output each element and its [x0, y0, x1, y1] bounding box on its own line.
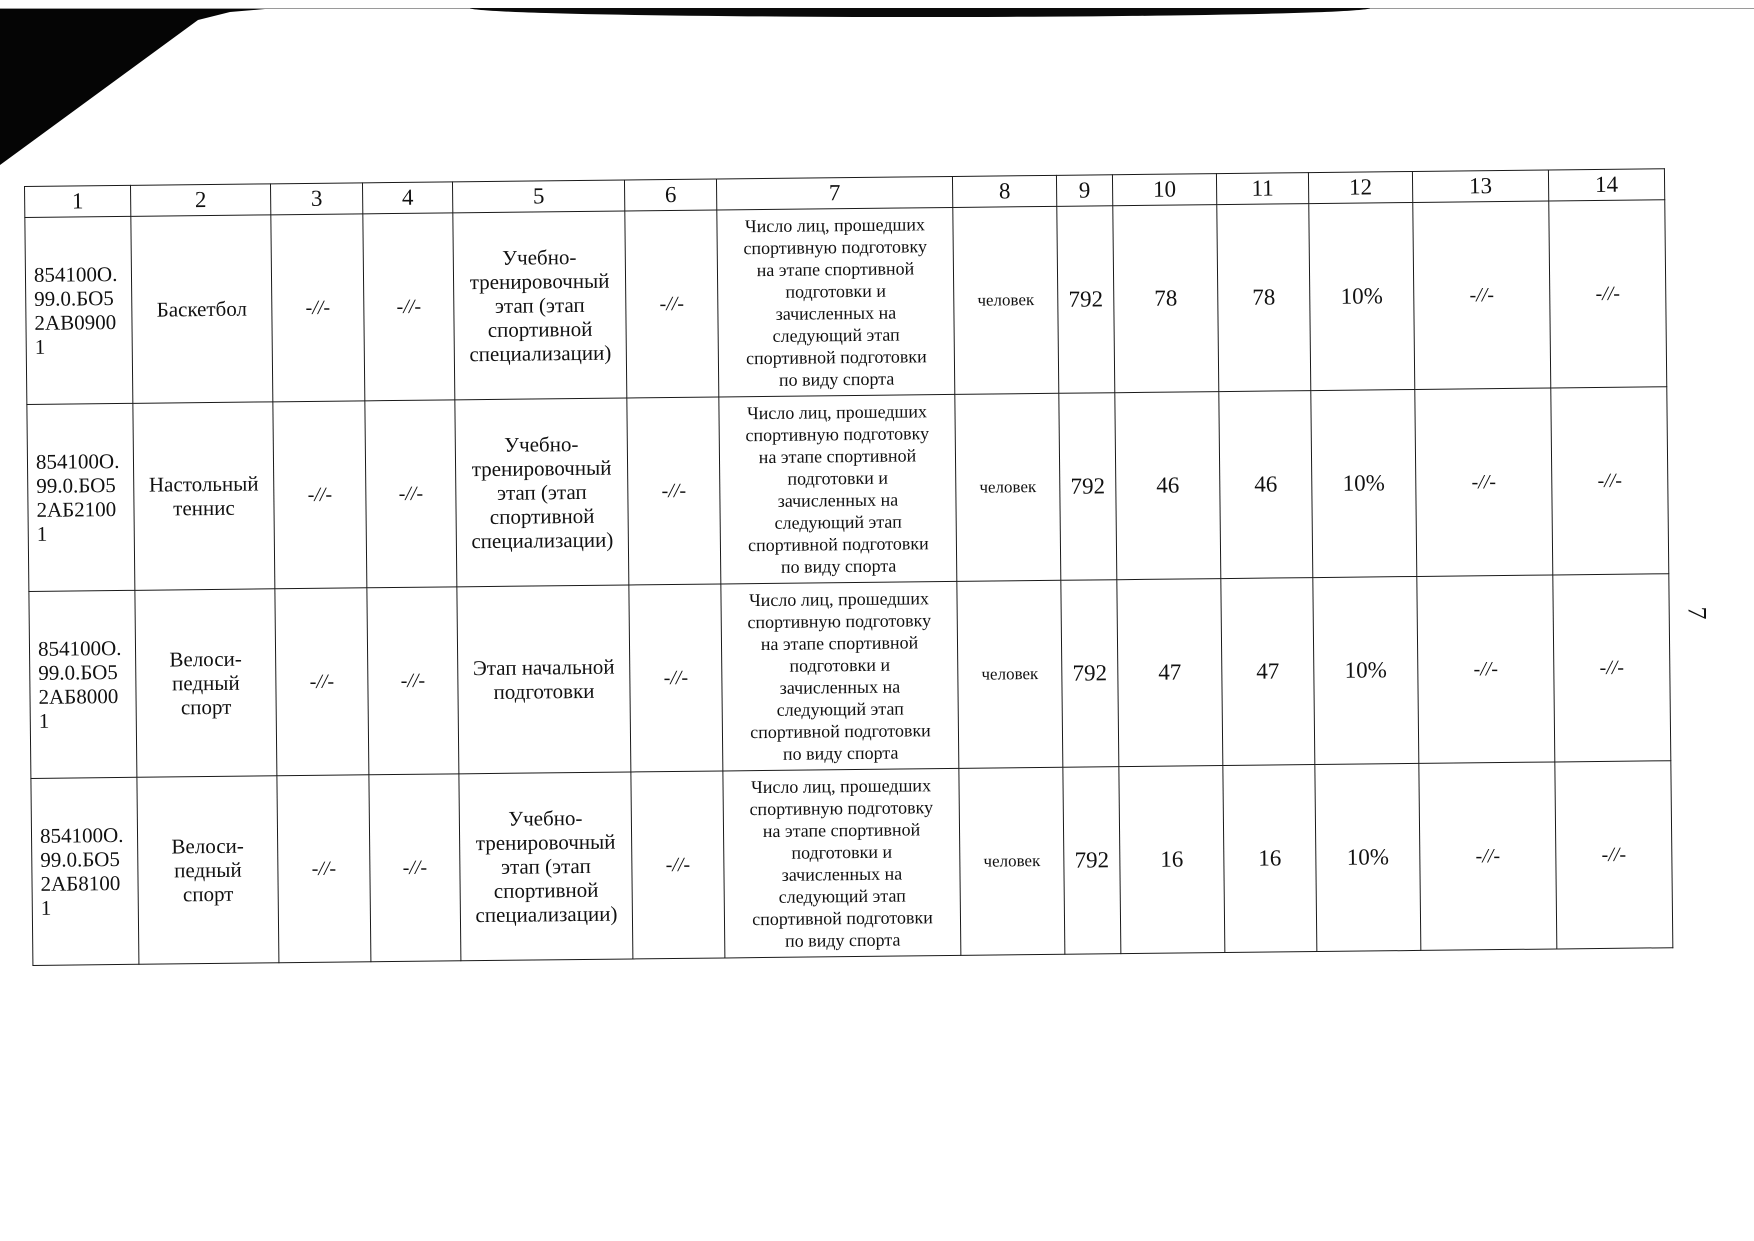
unit-cell: человек [955, 393, 1061, 581]
ditto-cell: -//- [277, 775, 371, 963]
sport-name-cell: Баскетбол [131, 215, 273, 404]
ditto-cell: -//- [367, 587, 459, 775]
stage-cell: Учебно- тренировочный этап (этап спортивной специализации) [453, 211, 627, 400]
okei-code-cell: 792 [1063, 767, 1121, 955]
ditto-cell: -//- [1553, 574, 1671, 762]
header-col-5: 5 [452, 180, 624, 213]
ditto-cell: -//- [365, 400, 457, 588]
header-col-2: 2 [130, 184, 270, 217]
ditto-cell: -//- [1417, 575, 1555, 763]
ditto-cell: -//- [275, 588, 369, 776]
stage-cell: Учебно- тренировочный этап (этап спортивной специализации) [455, 398, 629, 587]
okei-code-cell: 792 [1061, 580, 1119, 768]
sport-name-cell: Велоси- педный спорт [137, 776, 279, 965]
registry-code-cell: 854100О. 99.0.БО5 2АБ8100 1 [31, 777, 139, 965]
header-col-10: 10 [1112, 174, 1216, 206]
indicator-cell: Число лиц, прошедших спортивную подготовку на этапе спортивной подготовки и зачисленных на следующий этап спортивной подготовки по виду спорта [721, 581, 959, 771]
deviation-cell: 10% [1313, 576, 1419, 764]
value-cell-11: 78 [1217, 204, 1311, 392]
deviation-cell: 10% [1309, 202, 1415, 390]
value-cell-10: 78 [1113, 205, 1219, 393]
header-col-8: 8 [952, 175, 1056, 207]
okei-code-cell: 792 [1057, 206, 1115, 394]
ditto-cell: -//- [627, 397, 721, 585]
ditto-cell: -//- [1419, 762, 1557, 950]
header-col-1: 1 [25, 185, 131, 217]
ditto-cell: -//- [1555, 761, 1673, 949]
sport-name-cell: Настольный теннис [133, 402, 275, 591]
registry-code-cell: 854100О. 99.0.БО5 2АВ0900 1 [25, 216, 133, 404]
sport-name-cell: Велоси- педный спорт [135, 589, 277, 778]
value-cell-11: 46 [1219, 391, 1313, 579]
value-cell-10: 46 [1115, 392, 1221, 580]
table-row [25, 200, 1667, 405]
indicator-cell: Число лиц, прошедших спортивную подготовку на этапе спортивной подготовки и зачисленных на следующий этап спортивной подготовки по виду спорта [723, 768, 961, 958]
header-col-11: 11 [1216, 173, 1308, 205]
header-col-3: 3 [270, 183, 362, 215]
header-col-14: 14 [1548, 169, 1664, 201]
header-col-4: 4 [362, 182, 452, 214]
ditto-cell: -//- [625, 210, 719, 398]
ditto-cell: -//- [1551, 387, 1669, 575]
ditto-cell: -//- [1415, 388, 1553, 576]
document-table-container [24, 168, 1673, 966]
header-col-7: 7 [716, 176, 952, 210]
header-col-12: 12 [1308, 171, 1412, 203]
ditto-cell: -//- [629, 584, 723, 772]
deviation-cell: 10% [1315, 763, 1421, 951]
indicator-cell: Число лиц, прошедших спортивную подготовку на этапе спортивной подготовки и зачисленных на следующий этап спортивной подготовки по виду спорта [717, 207, 955, 397]
ditto-cell: -//- [273, 401, 367, 589]
scan-shadow [470, 8, 1370, 17]
ditto-cell: -//- [271, 214, 365, 402]
okei-code-cell: 792 [1059, 393, 1117, 581]
ditto-cell: -//- [1413, 201, 1551, 389]
indicator-cell: Число лиц, прошедших спортивную подготовку на этапе спортивной подготовки и зачисленных на следующий этап спортивной подготовки по виду спорта [719, 394, 957, 584]
value-cell-10: 16 [1119, 766, 1225, 954]
unit-cell: человек [957, 580, 1063, 768]
value-cell-11: 16 [1223, 765, 1317, 953]
unit-cell: человек [959, 767, 1065, 955]
table-row [29, 574, 1671, 779]
ditto-cell: -//- [369, 774, 461, 962]
header-col-13: 13 [1412, 170, 1548, 202]
deviation-cell: 10% [1311, 389, 1417, 577]
registry-code-cell: 854100О. 99.0.БО5 2АБ2100 1 [27, 403, 135, 591]
header-col-9: 9 [1056, 175, 1112, 207]
page-number: 7 [1682, 606, 1712, 620]
scan-corner-shadow [0, 0, 300, 180]
value-cell-10: 47 [1117, 579, 1223, 767]
table-row [27, 387, 1669, 592]
value-cell-11: 47 [1221, 578, 1315, 766]
stage-cell: Учебно- тренировочный этап (этап спортивной специализации) [459, 772, 633, 961]
table-row [31, 761, 1673, 966]
header-col-6: 6 [624, 179, 716, 211]
indicators-table [24, 168, 1673, 966]
stage-cell: Этап начальной подготовки [457, 585, 631, 774]
ditto-cell: -//- [1549, 200, 1667, 388]
ditto-cell: -//- [363, 213, 455, 401]
unit-cell: человек [953, 206, 1059, 394]
registry-code-cell: 854100О. 99.0.БО5 2АБ8000 1 [29, 590, 137, 778]
ditto-cell: -//- [631, 771, 725, 959]
